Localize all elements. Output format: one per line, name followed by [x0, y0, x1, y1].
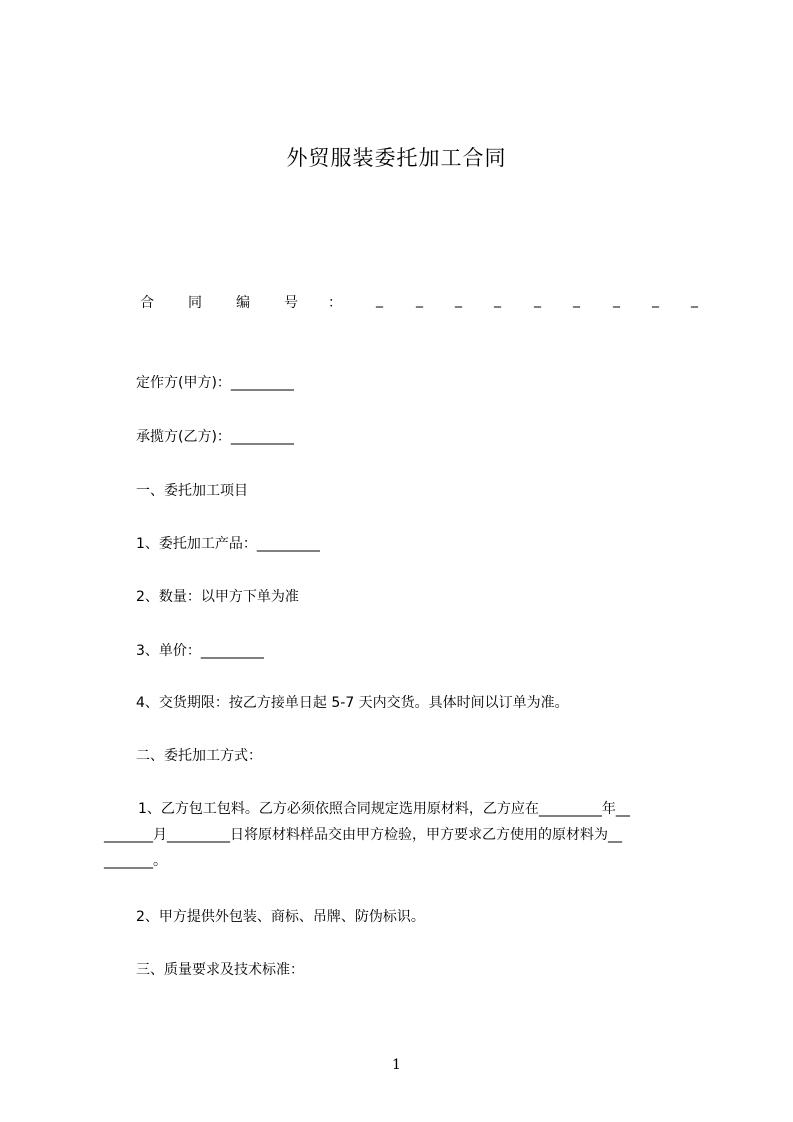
paragraph-line: _______。: [104, 853, 167, 869]
contract-number-blank: _: [652, 292, 659, 308]
contract-number-blank: _: [494, 292, 501, 308]
contract-number-blank: _: [376, 292, 383, 308]
paragraph-line: 1、乙方包工包料。乙方必须依照合同规定选用原材料，乙方应在_________年__: [138, 801, 630, 817]
section-2-item-2: 2、甲方提供外包装、商标、吊牌、防伪标识。: [136, 909, 425, 925]
contract-number-blank: _: [613, 292, 620, 308]
section-2-item-1-paragraph: [104, 796, 704, 874]
contract-number-label-char: ：: [328, 295, 342, 311]
contract-number-label-char: 同: [188, 295, 202, 311]
section-1-item-1: 1、委托加工产品：_________: [136, 536, 320, 552]
party-a-line: 定作方(甲方)：_________: [136, 375, 294, 391]
section-2-heading: 二、委托加工方式：: [136, 748, 262, 764]
section-3-heading: 三、质量要求及技术标准：: [136, 962, 304, 978]
contract-number-blank: _: [416, 292, 423, 308]
section-1-item-3: 3、单价：_________: [136, 643, 264, 659]
section-1-heading: 一、委托加工项目: [136, 483, 248, 499]
document-title: 外贸服装委托加工合同: [286, 146, 507, 170]
contract-number-label-char: 号: [284, 295, 298, 311]
contract-number-blank: _: [573, 292, 580, 308]
contract-number-blank: _: [534, 292, 541, 308]
contract-number-label-char: 合: [140, 295, 154, 311]
section-1-item-2: 2、数量：以甲方下单为准: [136, 589, 299, 605]
section-1-item-4: 4、交货期限：按乙方接单日起 5-7 天内交货。具体时间以订单为准。: [136, 695, 569, 711]
contract-number-label-char: 编: [236, 295, 250, 311]
contract-number-blank: _: [691, 292, 698, 308]
page-number: 1: [392, 1057, 401, 1073]
contract-number-blank: _: [455, 292, 462, 308]
party-b-line: 承揽方(乙方)：_________: [136, 429, 294, 445]
paragraph-line: _______月_________日将原材料样品交由甲方检验，甲方要求乙方使用的原材料为__: [104, 827, 622, 843]
